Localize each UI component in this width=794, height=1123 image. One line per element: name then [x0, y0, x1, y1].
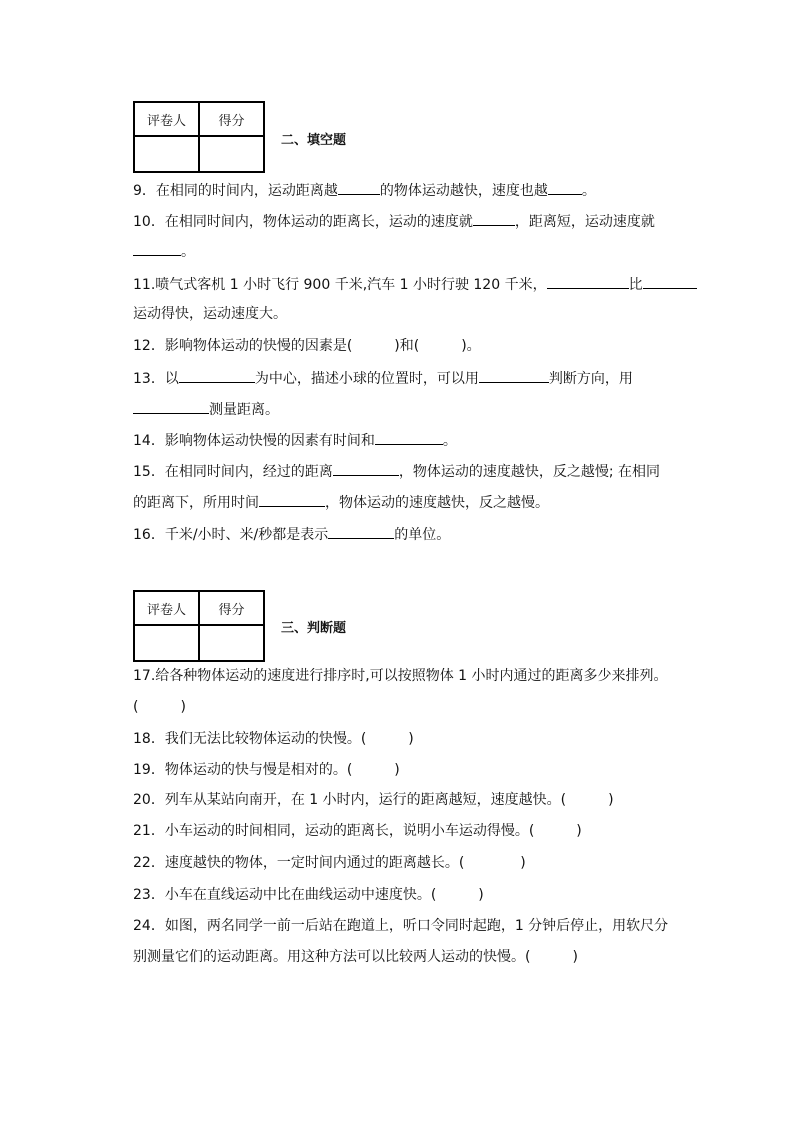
score-cell[interactable] [199, 625, 264, 661]
answer-blank[interactable] [548, 180, 582, 195]
answer-blank[interactable] [333, 461, 399, 476]
answer-blank[interactable] [473, 211, 515, 226]
score-cell[interactable] [199, 136, 264, 172]
question-10: 10．在相同时间内，物体运动的距离长，运动的速度就 ，距离短，运动速度就 [133, 211, 655, 231]
question-23: 23．小车在直线运动中比在曲线运动中速度快。( ) [133, 887, 484, 903]
answer-blank[interactable] [179, 368, 255, 383]
question-24: 24．如图，两名同学一前一后站在跑道上，听口令同时起跑，1 分钟后停止，用软尺分 [133, 918, 669, 934]
answer-blank[interactable] [643, 274, 697, 289]
reviewer-cell[interactable] [134, 136, 199, 172]
question-15: 15．在相同时间内，经过的距离 ，物体运动的速度越快，反之越慢; 在相同 [133, 461, 660, 481]
reviewer-cell[interactable] [134, 625, 199, 661]
question-21: 21．小车运动的时间相同，运动的距离长，说明小车运动得慢。( ) [133, 823, 582, 839]
grader-box-section3 [133, 590, 265, 662]
answer-blank[interactable] [133, 399, 209, 414]
question-16: 16．千米/小时、米/秒都是表示 的单位。 [133, 524, 450, 544]
question-10-cont: 。 [133, 241, 195, 261]
section2-title: 二、填空题 [281, 133, 347, 148]
section3-title: 三、判断题 [281, 621, 347, 636]
answer-blank[interactable] [375, 430, 443, 445]
answer-blank[interactable] [338, 180, 380, 195]
question-17: 17.给各种物体运动的速度进行排序时,可以按照物体 1 小时内通过的距离多少来排列。 [133, 668, 668, 684]
question-12: 12．影响物体运动的快慢的因素是( )和( )。 [133, 338, 481, 354]
question-15-cont: 的距离下，所用时间 ，物体运动的速度越快，反之越慢。 [133, 492, 549, 512]
question-11-cont: 运动得快，运动速度大。 [133, 306, 287, 322]
question-13: 13．以 为中心，描述小球的位置时，可以用 判断方向，用 [133, 368, 633, 388]
reviewer-label: 评卷人 [134, 591, 199, 625]
question-13-cont: 测量距离。 [133, 399, 279, 419]
question-19: 19．物体运动的快与慢是相对的。( ) [133, 762, 400, 778]
question-18: 18．我们无法比较物体运动的快慢。( ) [133, 731, 414, 747]
score-label: 得分 [199, 102, 264, 136]
grader-box-section2 [133, 101, 265, 173]
question-22: 22．速度越快的物体，一定时间内通过的距离越长。( ) [133, 855, 526, 871]
answer-blank[interactable] [133, 241, 181, 256]
reviewer-label: 评卷人 [134, 102, 199, 136]
question-17-answer[interactable]: ( ) [133, 699, 186, 715]
score-label: 得分 [199, 591, 264, 625]
question-11: 11.喷气式客机 1 小时飞行 900 千米,汽车 1 小时行驶 120 千米， 比 [133, 274, 697, 294]
answer-blank[interactable] [259, 492, 325, 507]
answer-blank[interactable] [479, 368, 549, 383]
question-9: 9．在相同的时间内，运动距离越 的物体运动越快，速度也越 。 [133, 180, 596, 200]
answer-blank[interactable] [328, 524, 394, 539]
question-20: 20．列车从某站向南开，在 1 小时内，运行的距离越短，速度越快。( ) [133, 792, 614, 808]
answer-blank[interactable] [547, 274, 629, 289]
question-24-cont: 别测量它们的运动距离。用这种方法可以比较两人运动的快慢。( ) [133, 949, 578, 965]
question-14: 14．影响物体运动快慢的因素有时间和 。 [133, 430, 457, 450]
